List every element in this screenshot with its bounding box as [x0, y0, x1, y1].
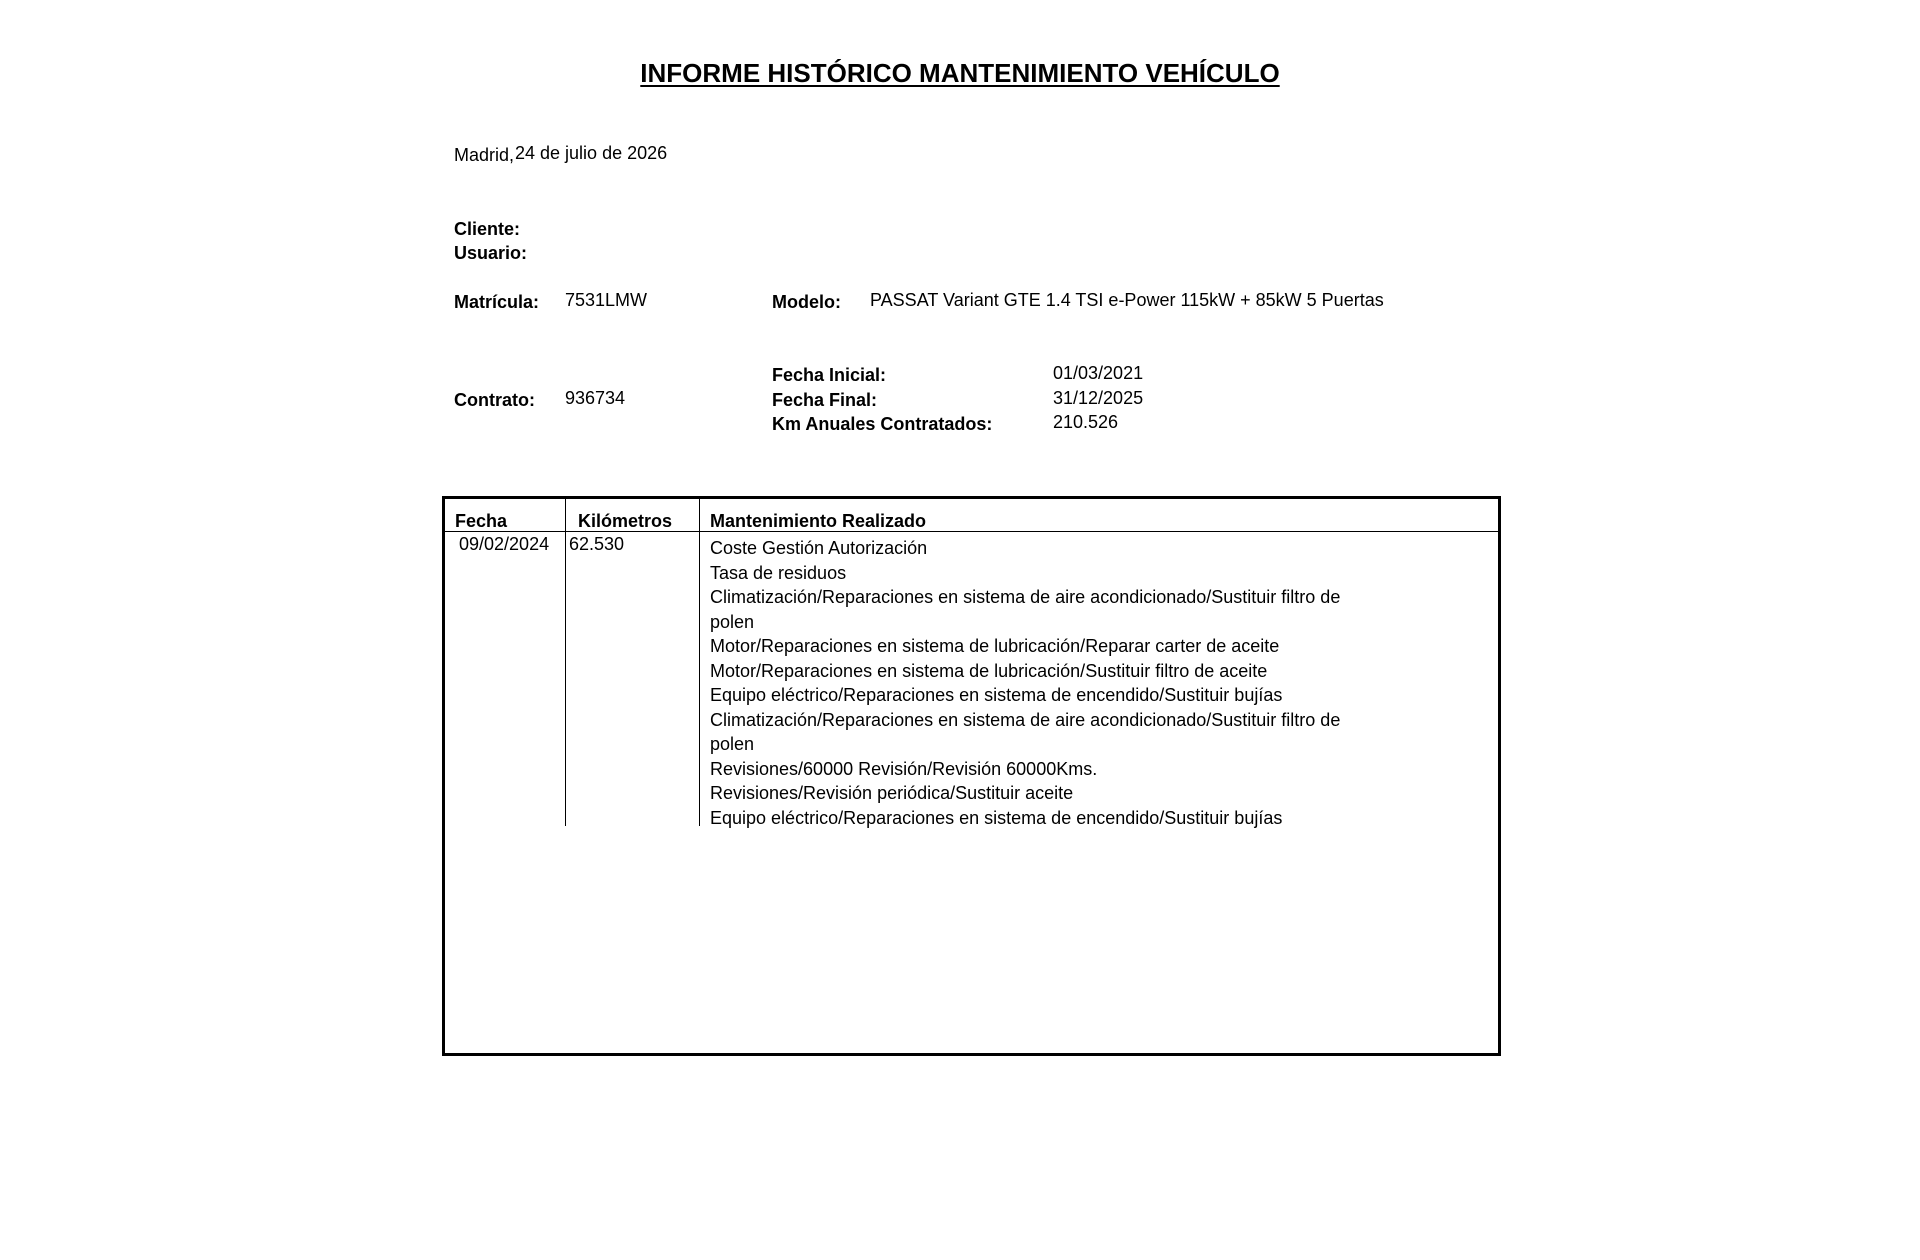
maintenance-line: Coste Gestión Autorización — [710, 538, 928, 558]
cliente-label: Cliente: — [454, 219, 521, 239]
km-anuales-value: 210.526 — [1053, 412, 1119, 432]
maintenance-line: Equipo eléctrico/Reparaciones en sistema de encendido/Sustituir bujías — [710, 685, 1283, 705]
header-divider — [445, 531, 1498, 532]
modelo-value: PASSAT Variant GTE 1.4 TSI e-Power 115kW + 85kW 5 Puertas — [870, 290, 1384, 310]
usuario-label: Usuario: — [454, 243, 528, 263]
maintenance-line: Revisiones/60000 Revisión/Revisión 60000Kms. — [710, 758, 1098, 779]
fecha-final-label: Fecha Final: — [772, 390, 878, 410]
fecha-final-value: 31/12/2025 — [1053, 388, 1144, 408]
maintenance-line: polen — [710, 611, 755, 632]
maintenance-line: Motor/Reparaciones en sistema de lubricación/Sustituir filtro de aceite — [710, 660, 1268, 681]
report-place: Madrid, — [454, 145, 515, 165]
row-maintenance-list — [710, 536, 1340, 830]
column-header-mantenimiento: Mantenimiento Realizado — [710, 511, 927, 531]
row-kilometros: 62.530 — [569, 534, 625, 554]
column-divider-2 — [699, 499, 700, 826]
column-header-fecha: Fecha — [455, 511, 508, 531]
row-fecha: 09/02/2024 — [459, 534, 550, 554]
maintenance-line: polen — [710, 734, 755, 754]
fecha-inicial-value: 01/03/2021 — [1053, 363, 1144, 383]
report-title: INFORME HISTÓRICO MANTENIMIENTO VEHÍCULO — [640, 58, 1280, 88]
report-date: 24 de julio de 2026 — [515, 143, 668, 163]
matricula-value: 7531LMW — [565, 290, 648, 310]
maintenance-line: Climatización/Reparaciones en sistema de aire acondicionado/Sustituir filtro de — [710, 587, 1341, 607]
contrato-label: Contrato: — [454, 390, 535, 410]
maintenance-line: Climatización/Reparaciones en sistema de aire acondicionado/Sustituir filtro de — [710, 709, 1341, 730]
contrato-value: 936734 — [565, 388, 626, 408]
matricula-label: Matrícula: — [454, 292, 540, 312]
maintenance-line: Tasa de residuos — [710, 562, 847, 583]
maintenance-line: Equipo eléctrico/Reparaciones en sistema de encendido/Sustituir bujías — [710, 807, 1283, 828]
maintenance-line: Revisiones/Revisión periódica/Sustituir aceite — [710, 783, 1074, 803]
maintenance-table — [442, 496, 1501, 1056]
fecha-inicial-label: Fecha Inicial: — [772, 365, 887, 385]
column-divider-1 — [565, 499, 566, 826]
column-header-kilometros: Kilómetros — [578, 511, 673, 531]
maintenance-line: Motor/Reparaciones en sistema de lubricación/Reparar carter de aceite — [710, 636, 1280, 656]
km-anuales-label: Km Anuales Contratados: — [772, 414, 993, 434]
modelo-label: Modelo: — [772, 292, 841, 312]
